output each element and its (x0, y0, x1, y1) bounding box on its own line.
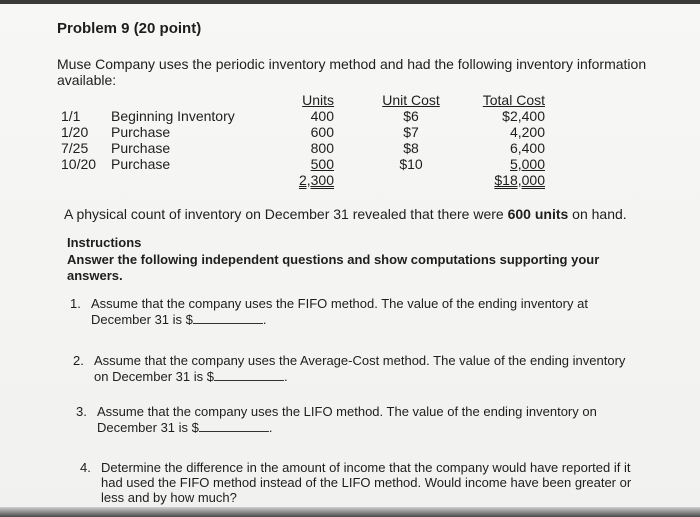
instructions-body: Answer the following independent questions and show computations supporting your answers. (67, 252, 600, 283)
answer-blank[interactable] (199, 420, 269, 432)
row-total-cost: $2,400 (502, 108, 545, 124)
answer-blank[interactable] (214, 369, 284, 381)
table-units-column (282, 92, 334, 188)
physical-count-text: A physical count of inventory on December 31 revealed that there were (64, 206, 508, 222)
table-unit-cost-column (380, 92, 442, 172)
units-header: Units (302, 92, 334, 108)
problem-title: Problem 9 (20 point) (57, 20, 202, 37)
row-description: Purchase (111, 156, 171, 172)
problem-intro: Muse Company uses the periodic inventory method and had the following inventory information available: (57, 56, 647, 88)
row-description: Purchase (111, 124, 171, 140)
physical-count-statement (64, 206, 627, 222)
question-end: . (262, 312, 267, 327)
row-unit-cost: $10 (399, 156, 423, 172)
question-answer-line (94, 369, 288, 385)
question-number: 2. (73, 353, 84, 368)
question-line: had used the FIFO method instead of the LIFO method. Would income have been greater or (101, 475, 632, 490)
table-description-column (111, 108, 235, 172)
row-date: 1/20 (61, 124, 89, 140)
photo-bottom-edge (0, 507, 700, 517)
question-end: . (283, 369, 288, 384)
question-line: December 31 is $ (91, 312, 193, 327)
question-number: 1. (70, 296, 81, 311)
row-unit-cost: $6 (403, 108, 419, 124)
question-end: . (268, 420, 273, 435)
question-line: less and by how much? (101, 490, 237, 505)
row-total-cost: 6,400 (509, 140, 545, 156)
row-date: 10/20 (61, 156, 97, 172)
row-units: 400 (310, 108, 334, 124)
physical-count-units: 600 units (507, 206, 569, 222)
question-number: 4. (80, 460, 91, 475)
table-date-column (61, 108, 96, 172)
question-line: on December 31 is $ (94, 369, 214, 384)
answer-blank[interactable] (193, 312, 263, 324)
row-units: 800 (310, 140, 334, 156)
row-description: Purchase (111, 140, 171, 156)
total-cost-header: Total Cost (482, 92, 545, 108)
physical-count-text-end: on hand. (568, 206, 627, 222)
question-number: 3. (76, 404, 87, 419)
units-total: 2,300 (298, 172, 334, 188)
table-total-cost-column (475, 92, 545, 188)
row-description: Beginning Inventory (111, 108, 235, 124)
row-units: 600 (310, 124, 334, 140)
row-total-cost: 5,000 (509, 156, 545, 172)
row-unit-cost: $7 (403, 124, 419, 140)
total-cost-total: $18,000 (494, 172, 545, 188)
question-answer-line (97, 420, 273, 436)
row-date: 1/1 (61, 108, 81, 124)
instructions-heading: Instructions (67, 235, 142, 250)
question-line: Determine the difference in the amount of income that the company would have reported if it (101, 460, 631, 475)
photo-top-edge (0, 0, 700, 4)
row-units: 500 (310, 156, 334, 172)
row-date: 7/25 (61, 140, 89, 156)
question-line: Assume that the company uses the LIFO method. The value of the ending inventory on (97, 404, 597, 419)
question-answer-line (91, 312, 267, 328)
question-line: December 31 is $ (97, 420, 199, 435)
question-line: Assume that the company uses the Average-Cost method. The value of the ending inventory (94, 353, 626, 368)
row-total-cost: 4,200 (509, 124, 545, 140)
row-unit-cost: $8 (403, 140, 419, 156)
question-line: Assume that the company uses the FIFO method. The value of the ending inventory at (91, 296, 588, 311)
unit-cost-header: Unit Cost (382, 92, 440, 108)
